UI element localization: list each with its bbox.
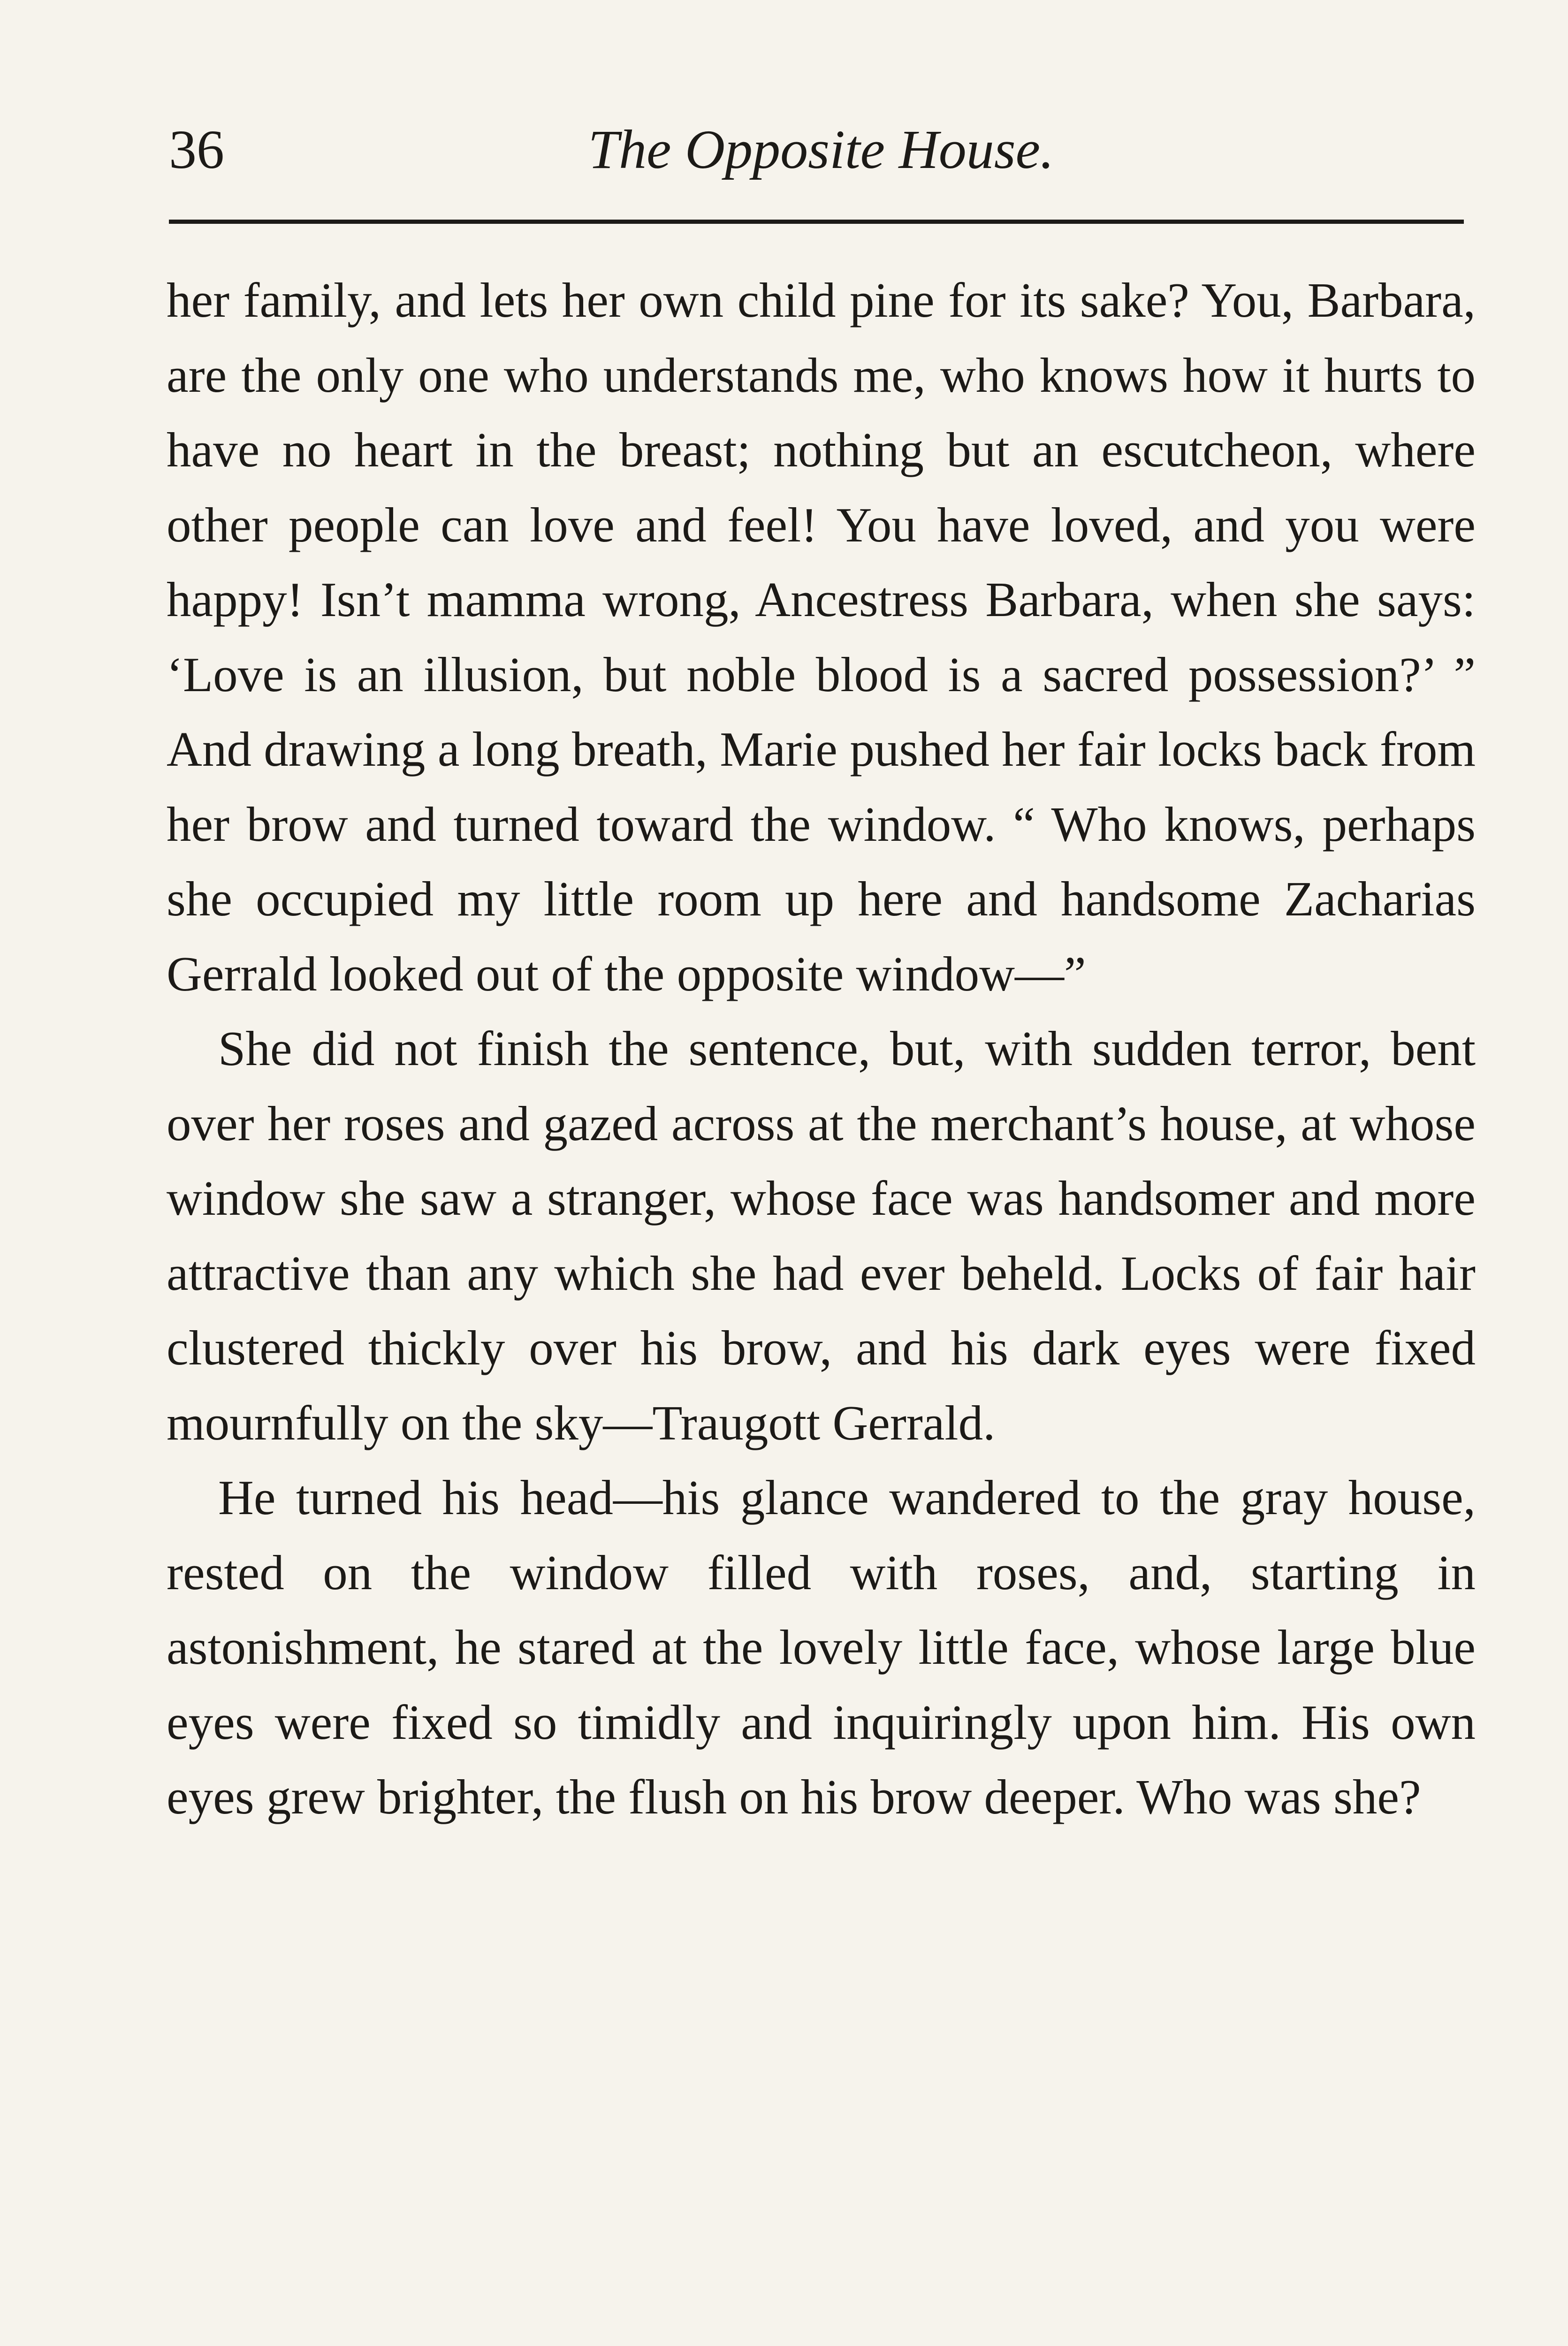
page-header (169, 113, 1473, 188)
header-rule (169, 220, 1464, 224)
paragraph-2: She did not finish the sentence, but, with sudden terror, bent over her roses and gazed across at the merchant’s house, at whose window she saw a stranger, whose face was handsomer and more attractive than any which she had ever beheld. Locks of fair hair clustered thickly over his brow, and his dark eyes were fixed mournfully on the sky—Traugott Gerrald. (167, 1021, 1476, 1450)
running-title: The Opposite House. (588, 119, 1054, 180)
body-text (167, 263, 1476, 1835)
paragraph-1: her family, and lets her own child pine for its sake? You, Barbara, are the only one who understands me, who knows how it hurts to have no heart in the breast; nothing but an escutcheon, where other people can love and feel! You have loved, and you were happy! Isn’t mamma wrong, Ancestress Barbara, when she says: ‘Love is an illusion, but noble blood is a sacred possession?’ ” And drawing a long breath, Marie pushed her fair locks back from her brow and turned toward the window. “ Who knows, perhaps she occupied my little room up here and handsome Zacharias Gerrald looked out of the opposite window—” (167, 273, 1476, 1001)
page-number: 36 (169, 119, 224, 180)
paragraph-3: He turned his head—his glance wandered to the gray house, rested on the window filled with roses, and, starting in astonishment, he stared at the lovely little face, whose large blue eyes were fixed so timidly and inquiringly upon him. His own eyes grew brighter, the flush on his brow deeper. Who was she? (167, 1470, 1476, 1824)
